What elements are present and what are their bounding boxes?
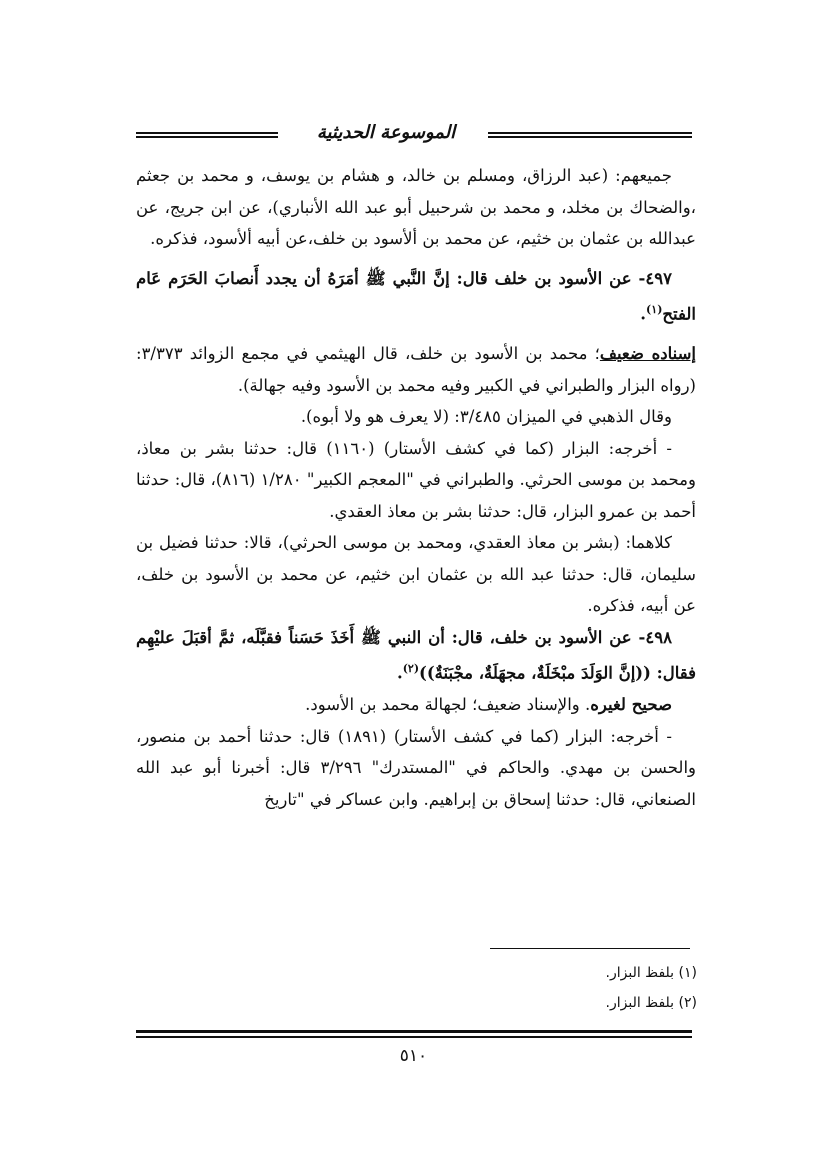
paragraph-dhahabi: وقال الذهبي في الميزان ٣/٤٨٥: (لا يعرف هو ولا أبوه).	[300, 407, 672, 426]
paragraph-grading-498	[136, 689, 696, 721]
footer-rule	[136, 1030, 692, 1038]
footnote-separator	[490, 948, 690, 949]
grading-label-2: صحيح لغيره	[590, 695, 672, 714]
running-header	[136, 122, 692, 152]
main-text	[136, 160, 696, 815]
paragraph-takhrij-498: - أخرجه: البزار (كما في كشف الأستار) (١٨٩١) قال: حدثنا أحمد بن منصور، والحسن بن مهدي. والحاكم في "المستدرك" ٣/٢٩٦ قال: أخبرنا أبو عبد الله الصنعاني، قال: حدثنا إسحاق بن إبراهيم. وابن عساكر في "تاريخ	[136, 726, 696, 809]
grading-text-2: . والإسناد ضعيف؛ لجهالة محمد بن الأسود.	[305, 695, 591, 714]
footnote-ref-2: (٢)	[402, 662, 420, 675]
footnote-ref-1: (١)	[646, 303, 663, 316]
hadith-498-end: .	[396, 663, 403, 683]
header-rule-left	[136, 132, 278, 138]
paragraph-takhrij-497: - أخرجه: البزار (كما في كشف الأستار) (١١٦٠) قال: حدثنا بشر بن معاذ، ومحمد بن موسى الحرثي. والطبراني في "المعجم الكبير" ١/٢٨٠ (٨١٦)، قال: حدثنا أحمد بن عمرو البزار، قال: حدثنا بشر بن معاذ العقدي.	[136, 438, 696, 521]
grading-text: ؛ محمد بن الأسود بن خلف، قال الهيثمي في مجمع الزوائد ٣/٣٧٣: (رواه البزار والطبراني في الكبير وفيه محمد بن الأسود وفيه جهالة).	[136, 344, 696, 395]
hadith-498-text: ٤٩٨- عن الأسود بن خلف، قال: أن النبي ﷺ أَخَذَ حَسَناً فقبَّلَه، ثمَّ أقبَلَ عليْهِم فقال: ((إنَّ الوَلَدَ مبْخَلَةٌ، مجهَلَةٌ، مجْبَنَةٌ))	[136, 627, 696, 683]
header-title: الموسوعة الحديثية	[316, 122, 456, 143]
hadith-497-text: ٤٩٧- عن الأسود بن خلف قال: إنَّ النَّبي ﷺ أمَرَهُ أن يجدد أَنصابَ الحَرَم عَام الفتح	[136, 268, 696, 324]
hadith-497-end: .	[640, 304, 647, 324]
paragraph-both: كلاهما: (بشر بن معاذ العقدي، ومحمد بن موسى الحرثي)، قالا: حدثنا فضيل بن سليمان، قال: حدثنا عبد الله بن عثمان ابن خثيم، عن محمد بن الأسود بن خلف، عن أبيه، فذكره.	[136, 533, 696, 615]
header-rule-right	[488, 132, 692, 138]
footnote-2: (٢) بلفظ البزار.	[605, 995, 697, 1011]
page-number: ٥١٠	[399, 1046, 428, 1066]
hadith-498	[136, 622, 696, 690]
paragraph-grading-497	[136, 338, 696, 401]
footnote-1: (١) بلفظ البزار.	[605, 965, 697, 981]
paragraph-chain: جميعهم: (عبد الرزاق، ومسلم بن خالد، و هشام بن يوسف، و محمد بن جعثم ،والضحاك بن مخلد، و محمد بن شرحبيل أبو عبد الله الأنباري)، عن ابن جريج، عن عبدالله بن عثمان بن خثيم، عن محمد بن ألأسود بن خلف،عن أبيه ألأسود، فذكره.	[136, 166, 696, 248]
grading-label: إسناده ضعيف	[599, 344, 696, 363]
hadith-497	[136, 263, 696, 331]
